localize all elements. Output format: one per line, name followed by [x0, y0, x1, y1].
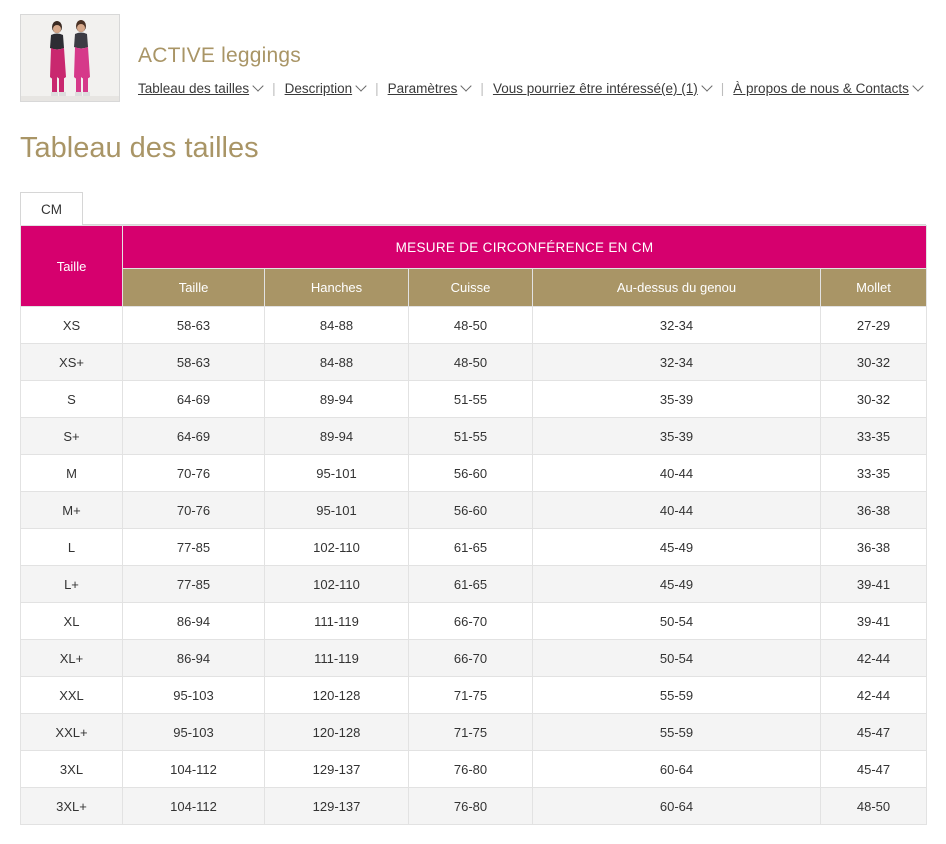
nav-separator: | — [375, 81, 379, 96]
nav-item-about-us-and-contacts-label: À propos de nous & Contacts — [733, 81, 909, 96]
cell-calf: 36-38 — [821, 529, 927, 566]
cell-thigh: 71-75 — [409, 714, 533, 751]
cell-hips: 95-101 — [265, 492, 409, 529]
table-row — [21, 788, 927, 825]
cell-thigh: 56-60 — [409, 455, 533, 492]
column-header-calf: Mollet — [821, 269, 927, 307]
product-photo-two-models-leggings-icon — [21, 15, 119, 101]
cell-thigh: 51-55 — [409, 381, 533, 418]
cell-calf: 30-32 — [821, 344, 927, 381]
table-row — [21, 751, 927, 788]
table-row — [21, 381, 927, 418]
cell-waist: 58-63 — [123, 344, 265, 381]
cell-waist: 86-94 — [123, 640, 265, 677]
cell-size: XL — [21, 603, 123, 640]
chevron-down-icon — [254, 82, 263, 91]
table-row — [21, 714, 927, 751]
header-text-block — [138, 14, 923, 96]
cell-thigh: 76-80 — [409, 751, 533, 788]
cell-waist: 77-85 — [123, 529, 265, 566]
cell-size: XS+ — [21, 344, 123, 381]
table-row — [21, 603, 927, 640]
cell-above-knee: 55-59 — [533, 677, 821, 714]
cell-hips: 129-137 — [265, 751, 409, 788]
cell-size: M+ — [21, 492, 123, 529]
table-row — [21, 307, 927, 344]
table-row — [21, 418, 927, 455]
cell-hips: 84-88 — [265, 307, 409, 344]
cell-above-knee: 40-44 — [533, 455, 821, 492]
chevron-down-icon — [357, 82, 366, 91]
cell-above-knee: 55-59 — [533, 714, 821, 751]
cell-thigh: 61-65 — [409, 566, 533, 603]
cell-size: XXL+ — [21, 714, 123, 751]
nav-item-description[interactable] — [285, 81, 367, 96]
cell-calf: 30-32 — [821, 381, 927, 418]
cell-above-knee: 60-64 — [533, 788, 821, 825]
cell-thigh: 61-65 — [409, 529, 533, 566]
size-table — [20, 225, 927, 825]
cell-calf: 42-44 — [821, 677, 927, 714]
table-row — [21, 677, 927, 714]
column-header-waist: Taille — [123, 269, 265, 307]
table-header-row-banner — [21, 226, 927, 269]
cell-hips: 95-101 — [265, 455, 409, 492]
cell-size: L — [21, 529, 123, 566]
cell-above-knee: 50-54 — [533, 640, 821, 677]
corner-header-size: Taille — [21, 226, 123, 307]
cell-size: XL+ — [21, 640, 123, 677]
column-header-thigh: Cuisse — [409, 269, 533, 307]
cell-hips: 111-119 — [265, 640, 409, 677]
cell-calf: 48-50 — [821, 788, 927, 825]
tab-cm[interactable] — [20, 192, 83, 225]
unit-tabs — [20, 191, 946, 224]
cell-size: M — [21, 455, 123, 492]
cell-calf: 33-35 — [821, 455, 927, 492]
cell-waist: 95-103 — [123, 677, 265, 714]
cell-size: L+ — [21, 566, 123, 603]
cell-size: XS — [21, 307, 123, 344]
nav-item-parameters-label: Paramètres — [387, 81, 458, 96]
tab-cm-label: CM — [41, 202, 62, 217]
cell-size: 3XL — [21, 751, 123, 788]
cell-above-knee: 32-34 — [533, 344, 821, 381]
nav-item-parameters[interactable] — [388, 81, 472, 96]
cell-above-knee: 50-54 — [533, 603, 821, 640]
cell-calf: 36-38 — [821, 492, 927, 529]
column-header-above-knee: Au-dessus du genou — [533, 269, 821, 307]
cell-above-knee: 35-39 — [533, 418, 821, 455]
cell-calf: 27-29 — [821, 307, 927, 344]
cell-waist: 104-112 — [123, 751, 265, 788]
nav-item-you-may-be-interested[interactable] — [493, 81, 712, 96]
table-row — [21, 492, 927, 529]
cell-waist: 58-63 — [123, 307, 265, 344]
cell-waist: 70-76 — [123, 492, 265, 529]
nav-separator: | — [480, 81, 484, 96]
cell-size: S+ — [21, 418, 123, 455]
column-header-hips: Hanches — [265, 269, 409, 307]
cell-above-knee: 45-49 — [533, 566, 821, 603]
cell-hips: 89-94 — [265, 418, 409, 455]
cell-waist: 77-85 — [123, 566, 265, 603]
nav-item-description-label: Description — [284, 81, 353, 96]
table-header-row-columns — [21, 269, 927, 307]
cell-hips: 111-119 — [265, 603, 409, 640]
cell-hips: 89-94 — [265, 381, 409, 418]
cell-above-knee: 32-34 — [533, 307, 821, 344]
cell-hips: 102-110 — [265, 529, 409, 566]
cell-hips: 129-137 — [265, 788, 409, 825]
cell-waist: 70-76 — [123, 455, 265, 492]
cell-thigh: 51-55 — [409, 418, 533, 455]
page-title: ACTIVE leggings — [138, 44, 301, 67]
cell-waist: 64-69 — [123, 381, 265, 418]
product-nav — [138, 81, 923, 96]
cell-size: S — [21, 381, 123, 418]
nav-item-size-chart-label: Tableau des tailles — [138, 81, 250, 96]
cell-calf: 39-41 — [821, 603, 927, 640]
cell-hips: 120-128 — [265, 677, 409, 714]
cell-hips: 120-128 — [265, 714, 409, 751]
cell-thigh: 66-70 — [409, 603, 533, 640]
cell-hips: 102-110 — [265, 566, 409, 603]
cell-above-knee: 35-39 — [533, 381, 821, 418]
product-header — [0, 0, 946, 102]
cell-above-knee: 60-64 — [533, 751, 821, 788]
table-row — [21, 344, 927, 381]
table-row — [21, 455, 927, 492]
nav-item-you-may-be-interested-label: Vous pourriez être intéressé(e) (1) — [492, 81, 698, 96]
cell-above-knee: 40-44 — [533, 492, 821, 529]
cell-waist: 104-112 — [123, 788, 265, 825]
chevron-down-icon — [914, 82, 923, 91]
table-row — [21, 640, 927, 677]
product-thumbnail[interactable] — [20, 14, 120, 102]
cell-size: XXL — [21, 677, 123, 714]
cell-thigh: 76-80 — [409, 788, 533, 825]
size-table-container — [20, 224, 926, 825]
chevron-down-icon — [703, 82, 712, 91]
cell-calf: 45-47 — [821, 751, 927, 788]
cell-thigh: 66-70 — [409, 640, 533, 677]
cell-thigh: 48-50 — [409, 344, 533, 381]
cell-thigh: 56-60 — [409, 492, 533, 529]
cell-calf: 42-44 — [821, 640, 927, 677]
cell-calf: 33-35 — [821, 418, 927, 455]
cell-calf: 39-41 — [821, 566, 927, 603]
cell-waist: 95-103 — [123, 714, 265, 751]
cell-waist: 64-69 — [123, 418, 265, 455]
table-row — [21, 529, 927, 566]
nav-separator: | — [272, 81, 276, 96]
cell-waist: 86-94 — [123, 603, 265, 640]
cell-above-knee: 45-49 — [533, 529, 821, 566]
cell-calf: 45-47 — [821, 714, 927, 751]
cell-thigh: 71-75 — [409, 677, 533, 714]
cell-hips: 84-88 — [265, 344, 409, 381]
cell-thigh: 48-50 — [409, 307, 533, 344]
nav-separator: | — [720, 81, 725, 96]
nav-item-about-us-and-contacts[interactable] — [733, 81, 923, 96]
cell-size: 3XL+ — [21, 788, 123, 825]
chevron-down-icon — [462, 82, 471, 91]
table-row — [21, 566, 927, 603]
section-title: Tableau des tailles — [20, 132, 259, 164]
banner-header-measurement: MESURE DE CIRCONFÉRENCE EN CM — [123, 226, 927, 269]
nav-item-size-chart[interactable] — [138, 81, 263, 96]
